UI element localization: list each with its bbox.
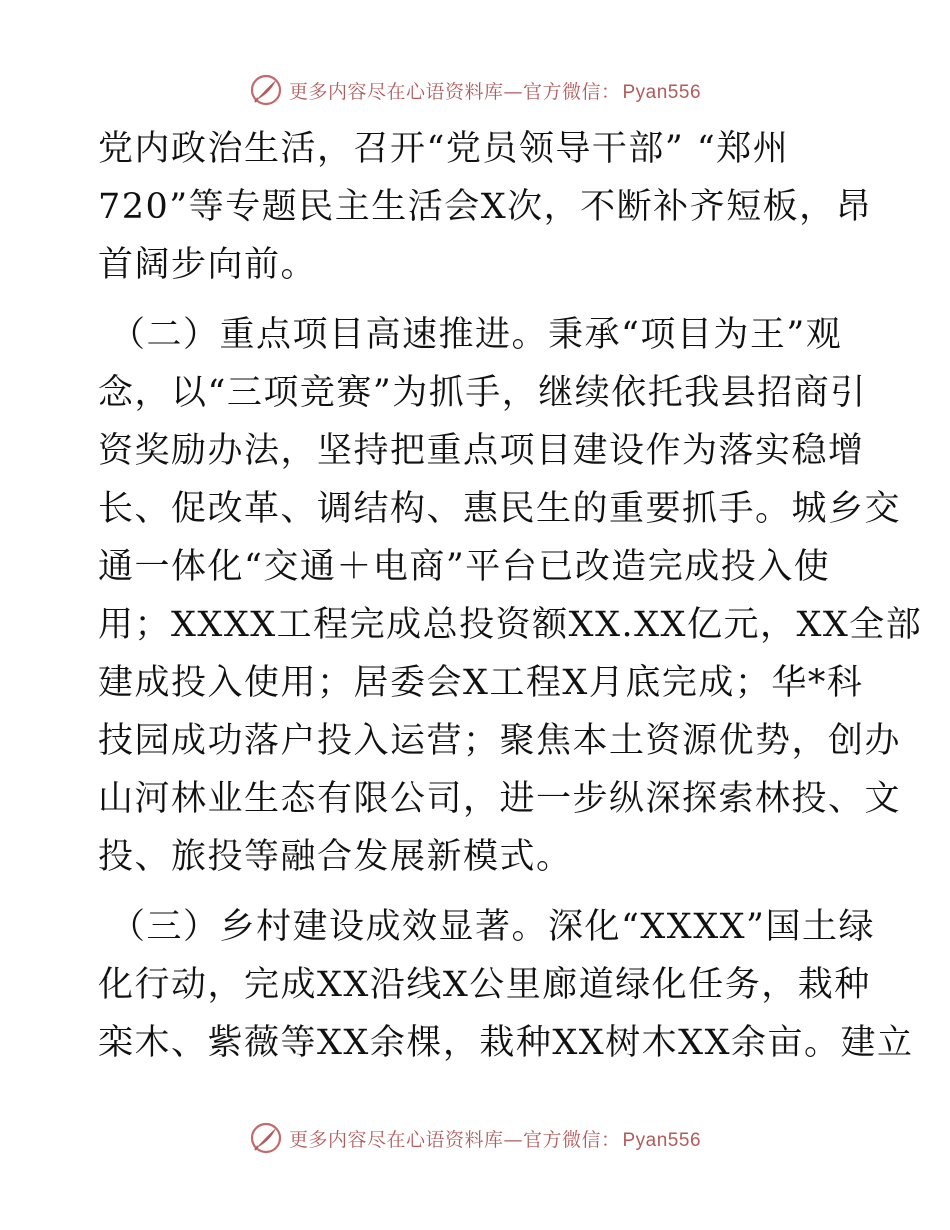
header-wechat-id: Pyan556 — [622, 81, 702, 103]
text-line: 资奖励办法，坚持把重点项目建设作为落实稳增 — [98, 431, 865, 471]
quill-logo-icon — [249, 73, 283, 107]
text-line: 化行动，完成XX沿线X公里廊道绿化任务，栽种 — [98, 965, 871, 1005]
text-line: 山河林业生态有限公司，进一步纵深探索林投、文 — [98, 779, 902, 819]
quill-logo-icon — [249, 1121, 283, 1155]
footer-wechat-id: Pyan556 — [622, 1129, 702, 1151]
text-line: 技园成功落户投入运营；聚焦本土资源优势，创办 — [98, 721, 902, 761]
document-body — [98, 120, 923, 1072]
header-watermark — [0, 70, 950, 110]
text-line: 720”等专题民主生活会X次，不断补齐短板，昂 — [98, 187, 873, 227]
footer-watermark — [0, 1118, 950, 1158]
text-line: 投、旅投等融合发展新模式。 — [98, 837, 573, 877]
text-line: 栾木、紫薇等XX余棵，栽种XX树木XX余亩。建立 — [98, 1023, 914, 1063]
text-line: （三）乡村建设成效显著。深化“XXXX”国土绿 — [110, 907, 875, 947]
text-line: 首阔步向前。 — [98, 245, 318, 285]
text-line: 通一体化“交通＋电商”平台已改造完成投入使 — [98, 547, 831, 587]
header-banner-text: 更多内容尽在心语资料库—官方微信： Pyan556 — [288, 80, 702, 103]
footer-banner-text: 更多内容尽在心语资料库—官方微信： Pyan556 — [288, 1128, 702, 1151]
text-line: （二）重点项目高速推进。秉承“项目为王”观 — [110, 315, 843, 355]
text-line: 建成投入使用；居委会X工程X月底完成；华*科 — [98, 663, 864, 703]
text-line: 长、促改革、调结构、惠民生的重要抓手。城乡交 — [98, 489, 902, 529]
text-line: 用；XXXX工程完成总投资额XX.XX亿元，XX全部 — [98, 605, 923, 645]
text-line: 念，以“三项竞赛”为抓手，继续依托我县招商引 — [98, 373, 867, 413]
text-line: 党内政治生活，召开“党员领导干部” “郑州 — [98, 129, 790, 169]
